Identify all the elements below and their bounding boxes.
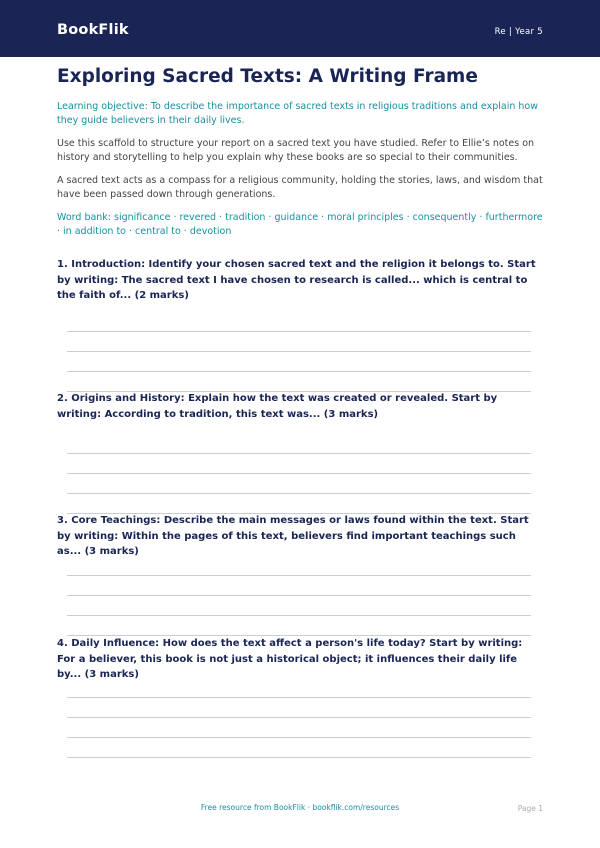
- page-title: Exploring Sacred Texts: A Writing Frame: [57, 66, 478, 87]
- question-2-prompt: 2. Origins and History: Explain how the text was created or revealed. Start by writing: According to tradition, this text was... (3 marks): [57, 393, 498, 420]
- answer-line[interactable]: [67, 473, 531, 474]
- question-3: [57, 513, 543, 560]
- header-bar: [0, 0, 600, 57]
- answer-line[interactable]: [67, 453, 531, 454]
- answer-line[interactable]: [67, 575, 531, 576]
- answer-line[interactable]: [67, 371, 531, 372]
- instructions-paragraph: Use this scaffold to structure your report on a sacred text you have studied. Refer to Ellie’s notes on history and storytelling to help you explain why these books are so special to their communities.: [57, 138, 535, 163]
- brand-logo: BookFlik: [57, 22, 129, 38]
- context-paragraph: A sacred text acts as a compass for a religious community, holding the stories, laws, and wisdom that have been passed down through generations.: [57, 175, 543, 200]
- question-2: [57, 391, 543, 422]
- answer-line[interactable]: [67, 331, 531, 332]
- footer-resource-link[interactable]: Free resource from BookFlik · bookflik.com/resources: [200, 803, 400, 812]
- answer-line[interactable]: [67, 757, 531, 758]
- answer-line[interactable]: [67, 697, 531, 698]
- question-1-prompt: 1. Introduction: Identify your chosen sacred text and the religion it belongs to. Start by writing: The sacred text I have chosen to research is called... which is central to the faith of... (2 marks): [57, 259, 536, 301]
- answer-line[interactable]: [67, 493, 531, 494]
- question-3-prompt: 3. Core Teachings: Describe the main messages or laws found within the text. Start by writing: Within the pages of this text, believers find important teachings such as... (3 marks): [57, 515, 529, 557]
- answer-line[interactable]: [67, 595, 531, 596]
- answer-line[interactable]: [67, 717, 531, 718]
- question-4-prompt: 4. Daily Influence: How does the text affect a person's life today? Start by writing: For a believer, this book is not just a historical object; it influences their daily life by... (3 marks): [57, 638, 523, 680]
- answer-line[interactable]: [67, 615, 531, 616]
- learning-objective: Learning objective: To describe the importance of sacred texts in religious traditions and explain how they guide believers in their daily lives.: [57, 101, 538, 126]
- answer-line[interactable]: [67, 351, 531, 352]
- subject-year-label: Re | Year 5: [494, 27, 543, 37]
- question-4: [57, 636, 543, 683]
- intro-section: [57, 66, 543, 238]
- page-number: Page 1: [517, 804, 543, 813]
- answer-line[interactable]: [67, 737, 531, 738]
- word-bank: Word bank: significance · revered · tradition · guidance · moral principles · consequently · furthermore · in addition to · central to · devotion: [57, 212, 543, 237]
- question-1: [57, 257, 543, 304]
